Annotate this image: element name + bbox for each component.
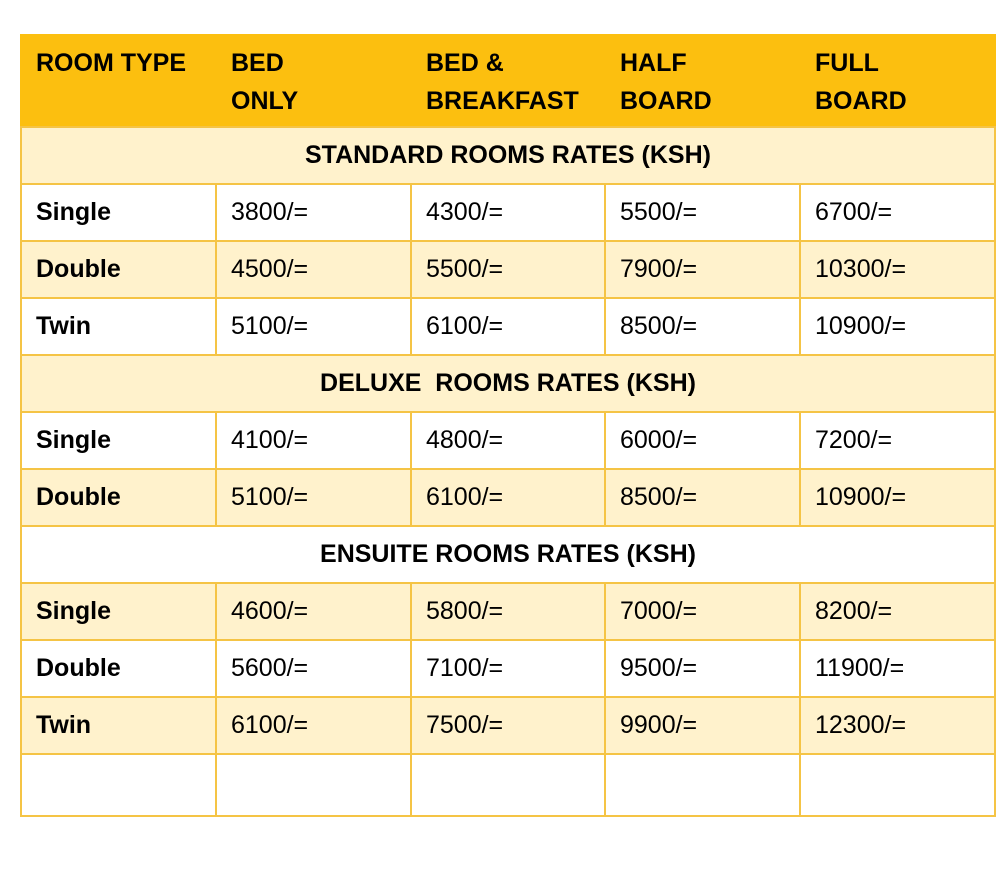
table-row bbox=[21, 241, 995, 298]
rate-bed-breakfast: 6100/= bbox=[411, 469, 605, 526]
table-row bbox=[21, 469, 995, 526]
rate-bed-breakfast: 6100/= bbox=[411, 298, 605, 355]
rate-bed-breakfast: 4300/= bbox=[411, 184, 605, 241]
rate-bed-only: 5100/= bbox=[216, 298, 411, 355]
section-standard-row bbox=[21, 127, 995, 184]
rate-full-board: 12300/= bbox=[800, 697, 995, 754]
room-type-cell: Single bbox=[21, 583, 216, 640]
header-room-type bbox=[21, 35, 216, 127]
table-row bbox=[21, 640, 995, 697]
header-full-board-line-2: BOARD bbox=[815, 87, 907, 115]
rate-full-board: 11900/= bbox=[800, 640, 995, 697]
empty-cell bbox=[411, 754, 605, 816]
rate-full-board: 10900/= bbox=[800, 469, 995, 526]
empty-table-row bbox=[21, 754, 995, 816]
room-type-cell: Double bbox=[21, 640, 216, 697]
rate-full-board: 10900/= bbox=[800, 298, 995, 355]
empty-cell bbox=[800, 754, 995, 816]
header-half-board bbox=[605, 35, 800, 127]
room-type-cell: Double bbox=[21, 241, 216, 298]
section-deluxe-row bbox=[21, 355, 995, 412]
rate-bed-breakfast: 7100/= bbox=[411, 640, 605, 697]
rate-full-board: 6700/= bbox=[800, 184, 995, 241]
section-title-deluxe: DELUXE ROOMS RATES (KSH) bbox=[21, 355, 995, 412]
rate-bed-breakfast: 7500/= bbox=[411, 697, 605, 754]
table-row bbox=[21, 298, 995, 355]
rate-half-board: 9500/= bbox=[605, 640, 800, 697]
empty-cell bbox=[21, 754, 216, 816]
rate-bed-only: 6100/= bbox=[216, 697, 411, 754]
rate-bed-only: 3800/= bbox=[216, 184, 411, 241]
header-bed-breakfast-line-2: BREAKFAST bbox=[426, 87, 579, 115]
room-type-cell: Twin bbox=[21, 298, 216, 355]
header-bed-only-line-2: ONLY bbox=[231, 87, 299, 115]
section-ensuite-row bbox=[21, 526, 995, 583]
room-type-cell: Single bbox=[21, 412, 216, 469]
room-rates-table bbox=[20, 34, 996, 817]
section-title-standard: STANDARD ROOMS RATES (KSH) bbox=[21, 127, 995, 184]
table-row bbox=[21, 184, 995, 241]
rate-half-board: 6000/= bbox=[605, 412, 800, 469]
header-half-board-line-2: BOARD bbox=[620, 87, 712, 115]
rate-half-board: 7900/= bbox=[605, 241, 800, 298]
header-bed-only bbox=[216, 35, 411, 127]
rate-bed-breakfast: 4800/= bbox=[411, 412, 605, 469]
rate-bed-only: 4500/= bbox=[216, 241, 411, 298]
room-type-cell: Single bbox=[21, 184, 216, 241]
rate-half-board: 8500/= bbox=[605, 298, 800, 355]
table-row bbox=[21, 697, 995, 754]
empty-cell bbox=[216, 754, 411, 816]
rate-bed-breakfast: 5800/= bbox=[411, 583, 605, 640]
section-title-ensuite: ENSUITE ROOMS RATES (KSH) bbox=[21, 526, 995, 583]
rate-full-board: 8200/= bbox=[800, 583, 995, 640]
table-header-row bbox=[21, 35, 995, 127]
rate-bed-only: 5100/= bbox=[216, 469, 411, 526]
table-row bbox=[21, 583, 995, 640]
table-row bbox=[21, 412, 995, 469]
rate-bed-breakfast: 5500/= bbox=[411, 241, 605, 298]
rate-full-board: 10300/= bbox=[800, 241, 995, 298]
rate-half-board: 9900/= bbox=[605, 697, 800, 754]
rate-bed-only: 4100/= bbox=[216, 412, 411, 469]
rate-half-board: 7000/= bbox=[605, 583, 800, 640]
rate-bed-only: 5600/= bbox=[216, 640, 411, 697]
rate-half-board: 5500/= bbox=[605, 184, 800, 241]
header-room-type-label: ROOM TYPE bbox=[36, 49, 187, 77]
rate-full-board: 7200/= bbox=[800, 412, 995, 469]
header-bed-breakfast bbox=[411, 35, 605, 127]
rate-half-board: 8500/= bbox=[605, 469, 800, 526]
header-full-board bbox=[800, 35, 995, 127]
empty-cell bbox=[605, 754, 800, 816]
header-bed-breakfast-line-1: BED & bbox=[426, 49, 504, 77]
header-bed-only-line-1: BED bbox=[231, 49, 284, 77]
room-type-cell: Double bbox=[21, 469, 216, 526]
header-full-board-line-1: FULL bbox=[815, 49, 879, 77]
room-type-cell: Twin bbox=[21, 697, 216, 754]
header-half-board-line-1: HALF bbox=[620, 49, 687, 77]
rate-bed-only: 4600/= bbox=[216, 583, 411, 640]
